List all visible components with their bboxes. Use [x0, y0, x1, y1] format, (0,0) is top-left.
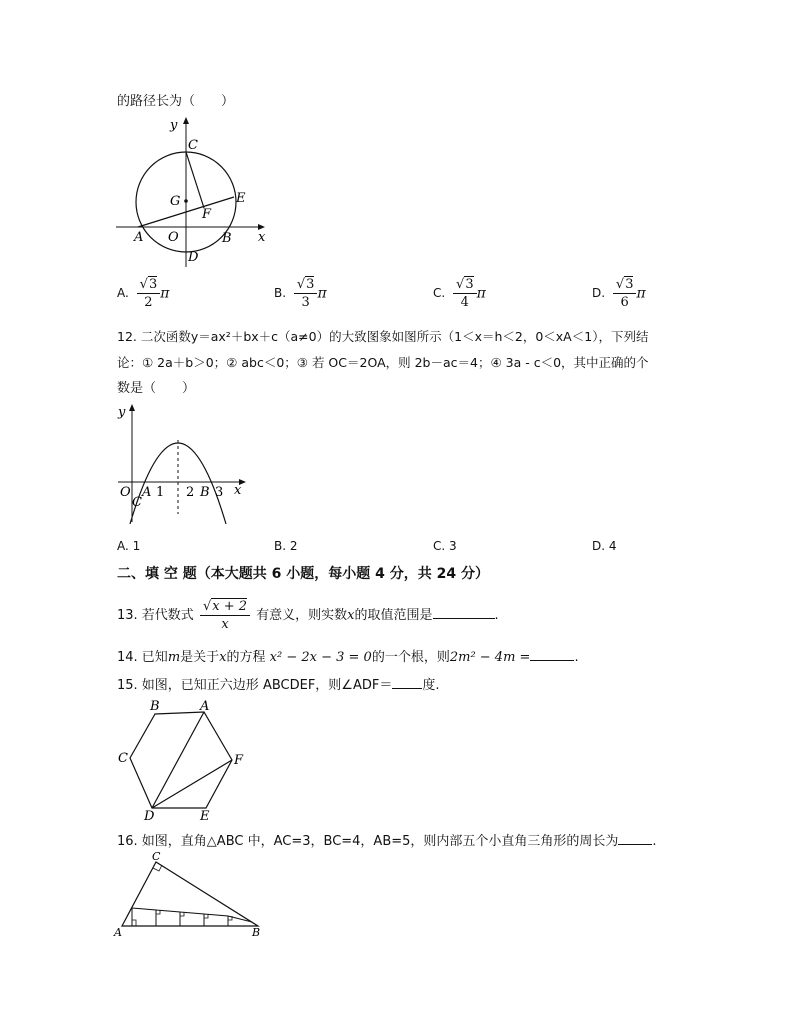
q13: 13. 若代数式 $\frac{√x + 2}{x}$ 有意义，则实数x的取值范围是 . [117, 599, 499, 632]
q16: 16. 如图，直角△ABC 中，AC=3，BC=4，AB=5，则内部五个小直角三角形的周长为 . [117, 834, 657, 849]
q12-line3: 数是（ ） [117, 381, 196, 396]
q14: 14. 已知m是关于x的方程 x² − 2x − 3 = 0的一个根，则2m² − 4m = . [117, 650, 579, 665]
fig-label-C: C [132, 495, 142, 510]
q16-answer-blank[interactable] [618, 832, 652, 845]
fig-label-A: A [200, 699, 210, 714]
fig-label-x: x [234, 483, 242, 498]
q11-option-a[interactable]: A. $\frac{√3}{2}$ π [117, 277, 170, 310]
q14-answer-blank[interactable] [530, 648, 574, 661]
fig-label-O: O [120, 485, 131, 500]
fig-tick-2: 2 [186, 485, 195, 500]
q12-line2: 论：① 2a＋b＞0；② abc＜0；③ 若 OC＝2OA，则 2b－ac＝4；④ 3a - c＜0，其中正确的个 [117, 355, 649, 370]
fig-label-D: D [144, 809, 155, 822]
fig-label-D: D [188, 250, 199, 265]
q12-line1: 12. 二次函数y＝ax²＋bx＋c（a≠0）的大致图象如图所示（1＜x＝h＜2，0＜xA＜1），下列结 [117, 329, 649, 344]
q12-parabola-figure [112, 402, 252, 532]
fig-label-A: A [134, 230, 144, 245]
q15: 15. 如图，已知正六边形 ABCDEF，则∠ADF＝ 度. [117, 678, 440, 693]
fig-label-C: C [152, 852, 161, 863]
q12-option-a[interactable]: A. 1 [117, 539, 141, 553]
fig-label-O: O [168, 230, 179, 245]
fig-label-A: A [142, 485, 152, 500]
q11-text: 的路径长为（ ） [117, 94, 235, 109]
fig-label-B: B [252, 926, 261, 939]
fig-label-B: B [200, 485, 210, 500]
fig-tick-3: 3 [215, 485, 224, 500]
fig-label-E: E [236, 191, 246, 206]
fig-label-B: B [150, 699, 160, 714]
q12-option-b[interactable]: B. 2 [274, 539, 298, 553]
fig-label-x: x [258, 230, 266, 245]
q12-option-d[interactable]: D. 4 [592, 539, 617, 553]
q15-hexagon-figure [112, 698, 252, 822]
fig-label-B: B [222, 231, 232, 246]
fig-label-E: E [200, 809, 210, 822]
fig-label-C: C [118, 751, 128, 766]
q15-answer-blank[interactable] [392, 676, 422, 689]
fig-label-F: F [234, 753, 244, 768]
q16-triangle-figure [112, 852, 272, 942]
q11-circle-figure [112, 113, 272, 273]
fig-label-C: C [188, 138, 198, 153]
fig-label-y: y [118, 405, 126, 420]
fig-label-F: F [202, 207, 212, 222]
fig-tick-1: 1 [156, 485, 165, 500]
fig-label-A: A [114, 926, 122, 939]
q13-answer-blank[interactable] [433, 606, 495, 619]
section-heading: 二、填 空 题（本大题共 6 小题，每小题 4 分，共 24 分） [117, 566, 489, 582]
q11-option-c[interactable]: C. $\frac{√3}{4}$ π [433, 277, 486, 310]
q11-option-d[interactable]: D. $\frac{√3}{6}$ π [592, 277, 646, 310]
q12-option-c[interactable]: C. 3 [433, 539, 457, 553]
fig-label-G: G [170, 194, 181, 209]
q11-option-b[interactable]: B. $\frac{√3}{3}$ π [274, 277, 327, 310]
fig-label-y: y [170, 118, 178, 133]
